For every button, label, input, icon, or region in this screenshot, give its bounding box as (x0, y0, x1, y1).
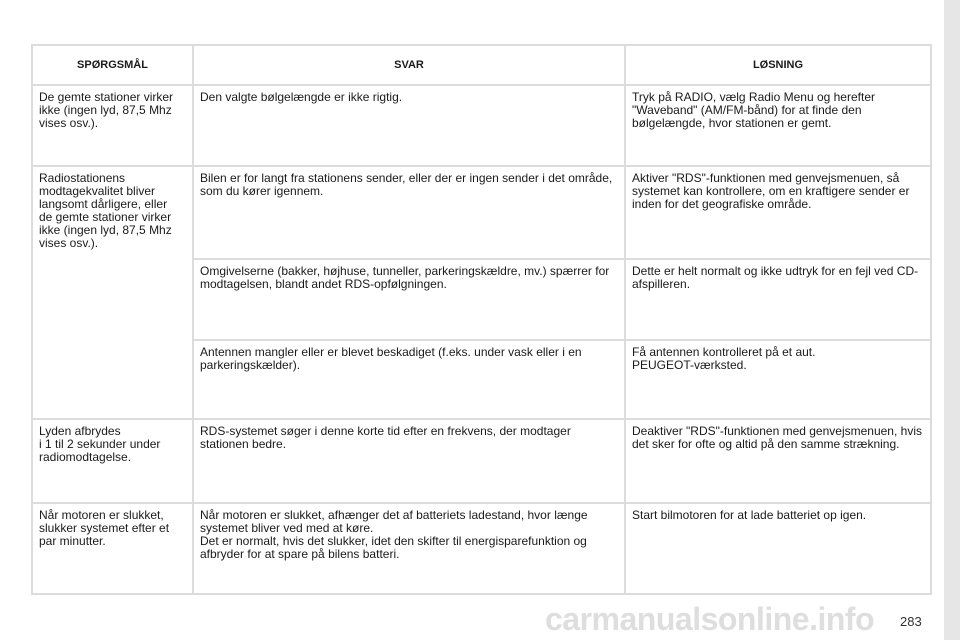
question-cell: Når motoren er slukket, slukker systemet efter et par minutter. (32, 503, 193, 594)
table-row (32, 85, 931, 166)
answer-cell: Omgivelserne (bakker, højhuse, tunneller, parkeringskældre, mv.) spærrer for modtagelsen, blandt andet RDS-opfølgningen. (193, 259, 625, 340)
table-row (32, 503, 931, 594)
solution-cell: Aktiver "RDS"-funktionen med genvejsmenuen, så systemet kan kontrollere, om en kraftigere sender er inden for det geografiske område. (625, 166, 931, 259)
answer-cell: Antennen mangler eller er blevet beskadiget (f.eks. under vask eller i en parkeringskælder). (193, 340, 625, 419)
question-cell: Lyden afbrydes i 1 til 2 sekunder under radiomodtagelse. (32, 419, 193, 503)
solution-cell: Start bilmotoren for at lade batteriet op igen. (625, 503, 931, 594)
solution-cell: Få antennen kontrolleret på et aut. PEUGEOT-værksted. (625, 340, 931, 419)
answer-cell: Bilen er for langt fra stationens sender, eller der er ingen sender i det område, som du kører igennem. (193, 166, 625, 259)
question-cell: De gemte stationer virker ikke (ingen lyd, 87,5 Mhz vises osv.). (32, 85, 193, 166)
watermark-text: carmanualsonline.info (545, 601, 875, 637)
table-row (32, 166, 931, 259)
page-edge-band (944, 0, 960, 640)
header-solution: LØSNING (625, 45, 931, 85)
table-row (32, 419, 931, 503)
question-cell: Radiostationens modtagekvalitet bliver langsomt dårligere, eller de gemte stationer virker ikke (ingen lyd, 87,5 Mhz vises osv.). (32, 166, 193, 419)
troubleshooting-table (31, 44, 932, 595)
table-header-row (32, 45, 931, 85)
solution-cell: Tryk på RADIO, vælg Radio Menu og herefter "Waveband" (AM/FM-bånd) for at finde den bølgelængde, hvor stationen er gemt. (625, 85, 931, 166)
answer-cell: Når motoren er slukket, afhænger det af batteriets ladestand, hvor længe systemet bliver ved med at køre. Det er normalt, hvis det slukker, idet den skifter til energisparefunktion og afbryder for at spare på bilens batteri. (193, 503, 625, 594)
answer-cell: RDS-systemet søger i denne korte tid efter en frekvens, der modtager stationen bedre. (193, 419, 625, 503)
header-question: SPØRGSMÅL (32, 45, 193, 85)
solution-cell: Dette er helt normalt og ikke udtryk for en fejl ved CD-afspilleren. (625, 259, 931, 340)
solution-cell: Deaktiver "RDS"-funktionen med genvejsmenuen, hvis det sker for ofte og altid på den samme strækning. (625, 419, 931, 503)
header-answer: SVAR (193, 45, 625, 85)
page-number: 283 (900, 614, 922, 629)
answer-cell: Den valgte bølgelængde er ikke rigtig. (193, 85, 625, 166)
